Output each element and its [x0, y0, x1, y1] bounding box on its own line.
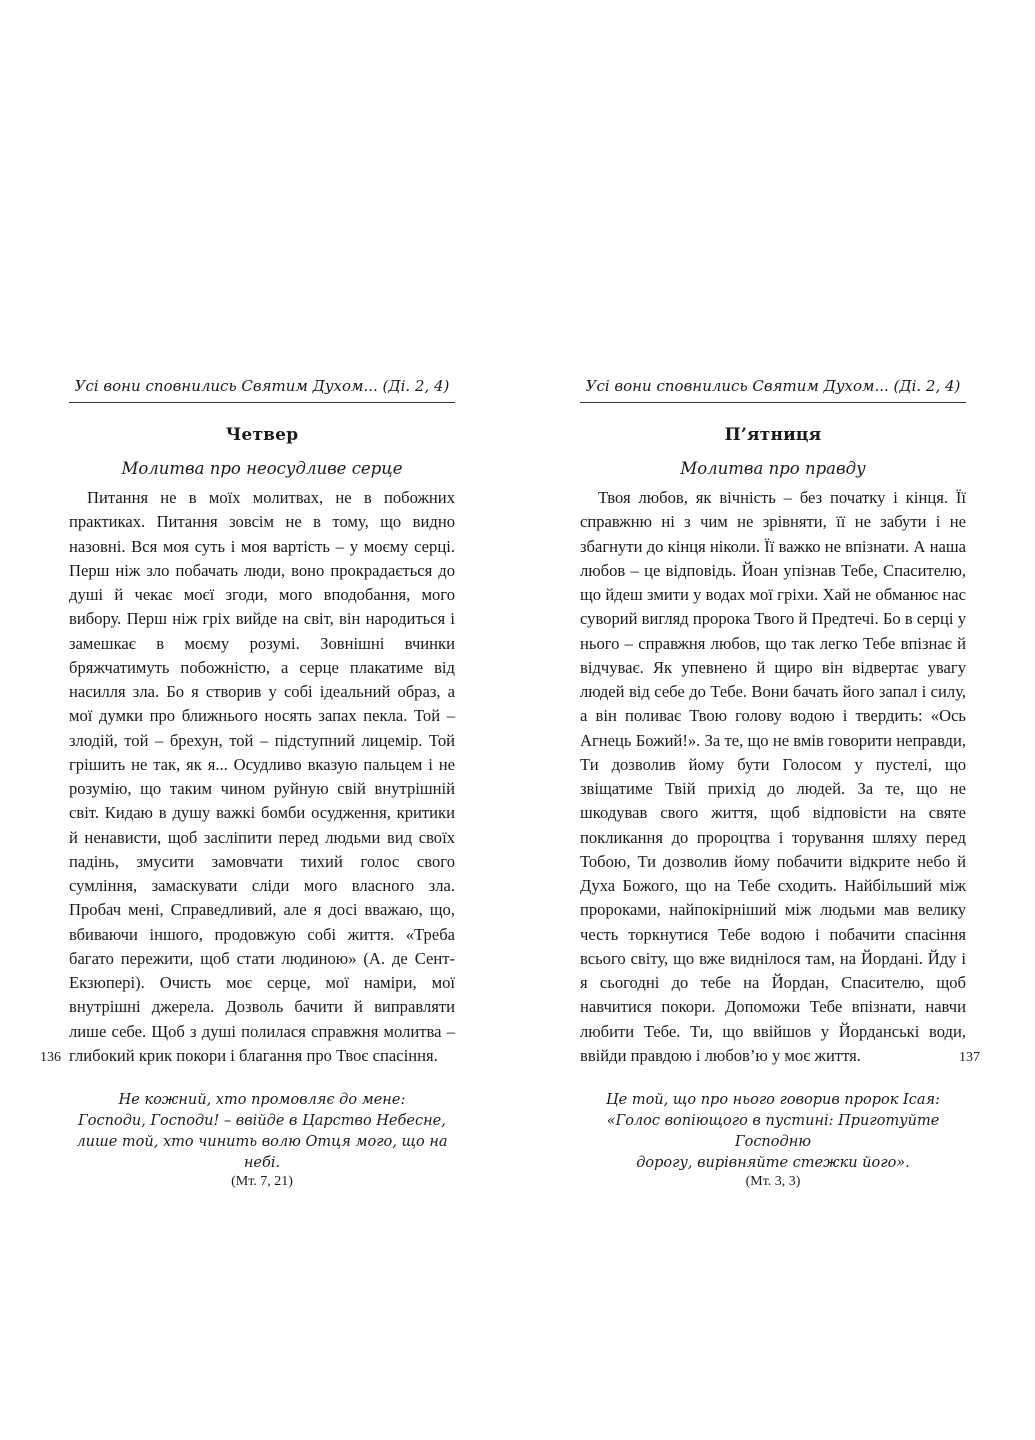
prayer-body	[580, 486, 966, 1068]
quote-line: Господи, Господи! – ввійде в Царство Небесне,	[78, 1113, 446, 1129]
scripture-quote	[580, 1090, 966, 1190]
left-page	[69, 376, 455, 1190]
quote-line: «Голос вопіющого в пустині: Приготуйте Господню	[606, 1113, 940, 1150]
quote-line: дорогу, вирівняйте стежки його».	[636, 1155, 910, 1171]
scripture-quote	[69, 1090, 455, 1190]
prayer-title: Молитва про неосудливе серце	[121, 459, 403, 478]
quote-reference: (Мт. 7, 21)	[231, 1174, 293, 1189]
prayer-text: Твоя любов, як вічність – без початку і кінця. Її справжню ні з чим не зрівняти, її не забути і не збагнути до кінця ніколи. Її важко не впізнати. А наша любов – це відповідь. Йоан упізнав Тебе, Спасителю, що йдеш змити у водах мої гріхи. Хай не обманює нас суворий вигляд пророка Твого й Предтечі. Бо в серці у нього – справжня любов, що так легко Тебе впізнає й відчуває. Як упевнено й щиро він відвертає увагу людей від себе до Тебе. Вони бачать його запал і силу, а він поливає Твою голову водою і твердить: «Ось Агнець Божий!». За те, що не вмів говорити неправди, Ти дозволив йому бути Голосом у пустелі, що звіщатиме Твій прихід до людей. За те, що не шкодував свого життя, щоб відповісти на святе покликання до пророцтва і торування шляху перед Тобою, Ти дозволив йому побачити відкрите небо й Духа Божого, що на Тебе сходить. Найбільший між пророками, найпокірніший між людьми мав велику честь торкнутися Тебе водою і побачити спасіння всього світу, що вже виднілося там, на Йордані. Йду і я сьогодні до тебе на Йордан, Спасителю, щоб навчитися покори. Допоможи Тебе впізнати, навчи любити Тебе. Ти, що ввійшов у Йорданські води, ввійди правдою і любов’ю у моє життя.	[580, 488, 966, 1065]
quote-line: Це той, що про нього говорив пророк Ісая:	[605, 1092, 941, 1108]
right-page	[580, 376, 966, 1190]
quote-line: лише той, хто чинить волю Отця мого, що на небі.	[76, 1134, 448, 1171]
page-number-right: 137	[959, 1050, 980, 1065]
prayer-body	[69, 486, 455, 1068]
page-number-left: 136	[40, 1050, 61, 1065]
running-head: Усі вони сповнились Святим Духом... (Ді. 2, 4)	[580, 376, 966, 403]
prayer-title: Молитва про правду	[680, 459, 866, 478]
quote-line: Не кожний, хто промовляє до мене:	[118, 1092, 406, 1108]
day-title: П’ятниця	[724, 425, 822, 445]
prayer-text: Питання не в моїх молитвах, не в побожних практиках. Питання зовсім не в тому, що видно назовні. Вся моя суть і моя вартість – у моєму серці. Перш ніж зло побачать люди, воно прокрадається до душі й чекає моєї згоди, мого вподобання, мого вибору. Перш ніж гріх вийде на світ, він народиться і замешкає в моєму розумі. Зовнішні вчинки бряжчатимуть побожністю, а серце плакатиме від насилля зла. Бо я створив у собі ідеальний образ, а мої думки про ближнього носять запах пекла. Той – злодій, той – брехун, той – підступний лицемір. Той грішить не так, як я... Осудливо вказую пальцем і не розумію, що таким чином руйную свій внутрішній світ. Кидаю в душу важкі бомби осудження, критики й ненависти, щоб засліпити перед людьми вид своїх падінь, змусити замовчати тихий голос свого сумління, замаскувати сліди мого власного зла. Пробач мені, Справедливий, але я досі вважаю, що, вбиваючи іншого, продовжую собі життя. «Треба багато пережити, щоб стати людиною» (А. де Сент-Екзюпері). Очисть моє серце, мої наміри, мої внутрішні джерела. Дозволь бачити й виправляти лише себе. Щоб з душі полилася справжня молитва – глибокий крик покори і благання про Твоє спасіння.	[69, 488, 455, 1065]
day-title: Четвер	[225, 425, 299, 445]
quote-reference: (Мт. 3, 3)	[745, 1174, 801, 1189]
running-head: Усі вони сповнились Святим Духом... (Ді. 2, 4)	[69, 376, 455, 403]
